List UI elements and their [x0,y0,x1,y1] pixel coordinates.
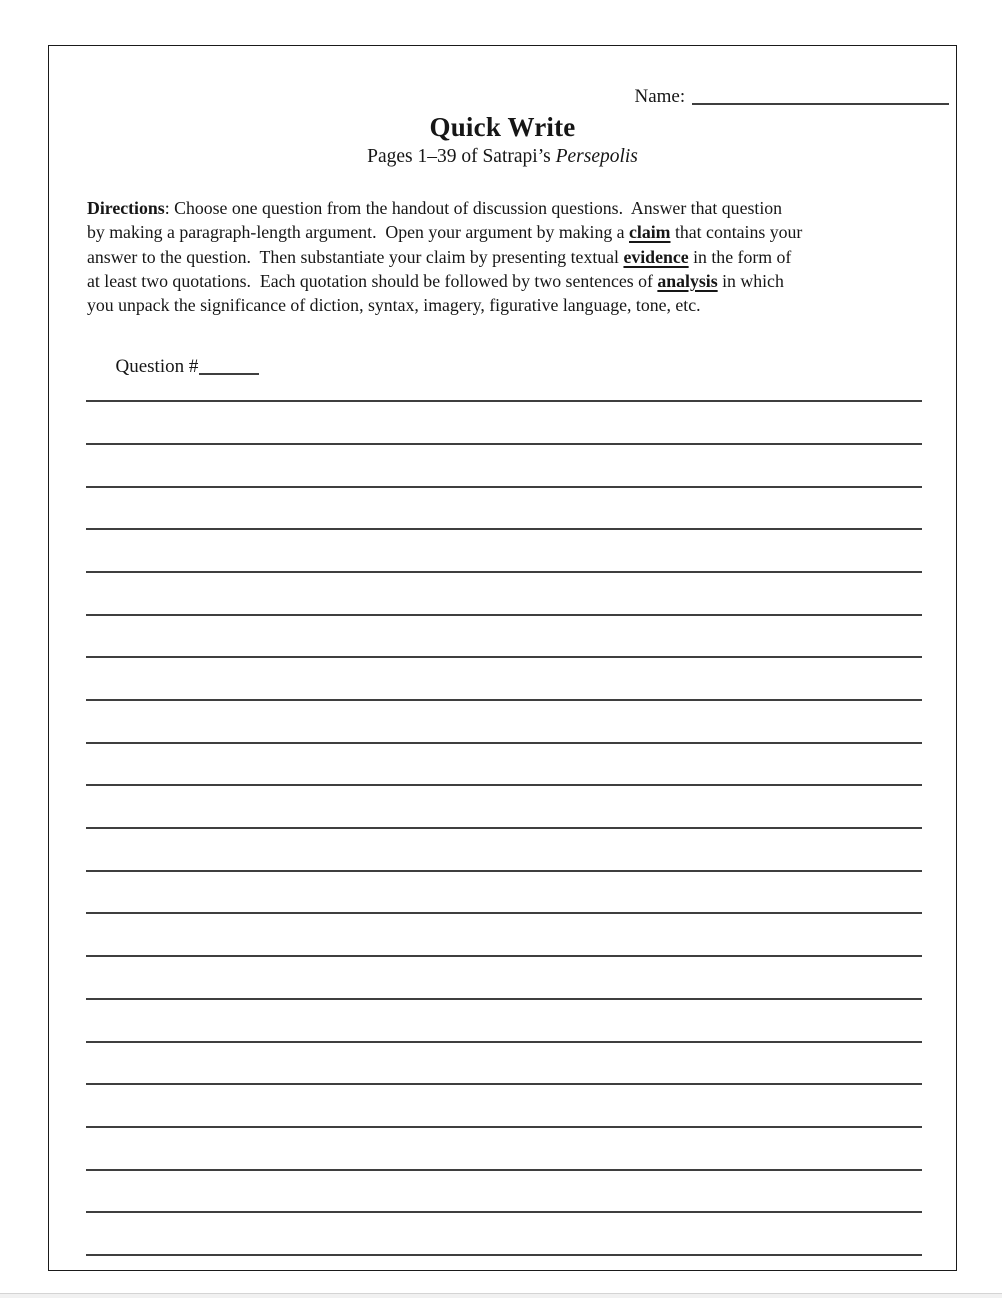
answer-rule-line [86,1213,922,1256]
text-segment: analysis [657,270,718,291]
viewport-bottom-strip [0,1293,1002,1298]
answer-rule-line [86,1085,922,1128]
answer-rule-line [86,1043,922,1086]
answer-lines-area [86,360,922,1256]
directions-line [87,293,932,317]
answer-rule-line [86,402,922,445]
text-segment: in which [717,270,784,291]
page-subtitle [49,146,956,168]
directions-line [87,220,932,244]
page-title: Quick Write [429,112,576,142]
question-number-label: Question # [115,356,199,377]
answer-rule-line [86,445,922,488]
directions-paragraph [87,196,932,317]
answer-rule-line [86,1128,922,1171]
answer-rule-line [86,1000,922,1043]
text-segment: in the form of [688,246,792,267]
text-segment: claim [629,222,671,243]
text-segment: answer to the question. Then substantiate your claim by presenting textual [87,246,624,267]
answer-rule-line [86,786,922,829]
text-segment: by making a paragraph-length argument. Open your argument by making a [87,222,630,243]
answer-rule-line [86,829,922,872]
answer-rule-line [86,914,922,957]
name-label: Name: [634,86,686,107]
name-blank-line [692,87,949,105]
answer-rule-line [86,573,922,616]
directions-line [87,245,932,269]
answer-rule-line [86,360,922,403]
text-segment: evidence [623,246,689,267]
text-segment: Pages 1–39 of Satrapi’s [367,146,556,167]
answer-rule-line [86,957,922,1000]
answer-rule-line [86,701,922,744]
text-segment: Persepolis [555,146,638,167]
directions-line [87,196,932,220]
answer-rule-line [86,744,922,787]
answer-rule-line [86,530,922,573]
answer-rule-line [86,488,922,531]
text-segment: that contains your [670,222,803,243]
text-segment: at least two quotations. Each quotation should be followed by two sentences of [87,270,658,291]
answer-rule-line [86,616,922,659]
text-segment: you unpack the significance of diction, syntax, imagery, figurative language, tone, etc. [87,295,701,316]
text-segment: : Choose one question from the handout of discussion questions. Answer that question [164,198,783,218]
worksheet-page [48,45,957,1271]
text-segment: Directions [87,198,165,218]
answer-rule-line [86,1171,922,1214]
answer-rule-line [86,872,922,915]
answer-rule-line [86,658,922,701]
directions-line [87,269,932,293]
